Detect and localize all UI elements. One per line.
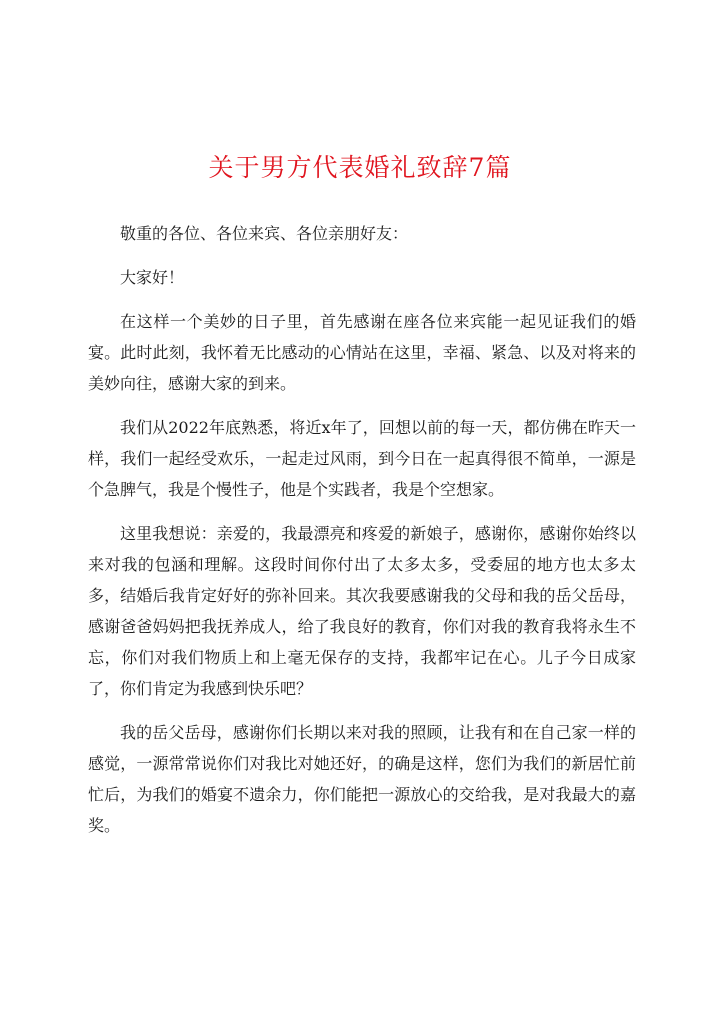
document-title: 关于男方代表婚礼致辞7篇 bbox=[208, 153, 512, 182]
body-paragraph-2: 我们从2022年底熟悉，将近x年了，回想以前的每一天，都仿佛在昨天一样，我们一起经受欢乐，一起走过风雨，到今日在一起真得很不简单，一源是个急脾气，我是个慢性子，他是个实践者，我是个空想家。 bbox=[88, 418, 636, 499]
body-paragraph-1: 在这样一个美妙的日子里，首先感谢在座各位来宾能一起见证我们的婚宴。此时此刻，我怀着无比感动的心情站在这里，幸福、紧急、以及对将来的美妙向往，感谢大家的到来。 bbox=[88, 312, 636, 393]
greeting-paragraph: 敬重的各位、各位来宾、各位亲朋好友： bbox=[120, 224, 409, 243]
body-paragraph-4: 我的岳父岳母，感谢你们长期以来对我的照顾，让我有和在自己家一样的感觉，一源常常说你们对我比对她还好，的确是这样，您们为我们的新居忙前忙后，为我们的婚宴不遗余力，你们能把一源放心的交给我，是对我最大的嘉奖。 bbox=[88, 723, 636, 835]
body-paragraph-3: 这里我想说：亲爱的，我最漂亮和疼爱的新娘子，感谢你，感谢你始终以来对我的包涵和理解。这段时间你付出了太多太多，受委屈的地方也太多太多，结婚后我肯定好好的弥补回来。其次我要感谢我的父母和我的岳父岳母，感谢爸爸妈妈把我抚养成人，给了我良好的教育，你们对我的教育我将永生不忘，你们对我们物质上和上毫无保存的支持，我都牢记在心。儿子今日成家了，你们肯定为我感到快乐吧？ bbox=[88, 524, 636, 698]
document-body bbox=[88, 218, 636, 854]
hello-paragraph: 大家好！ bbox=[120, 268, 185, 287]
